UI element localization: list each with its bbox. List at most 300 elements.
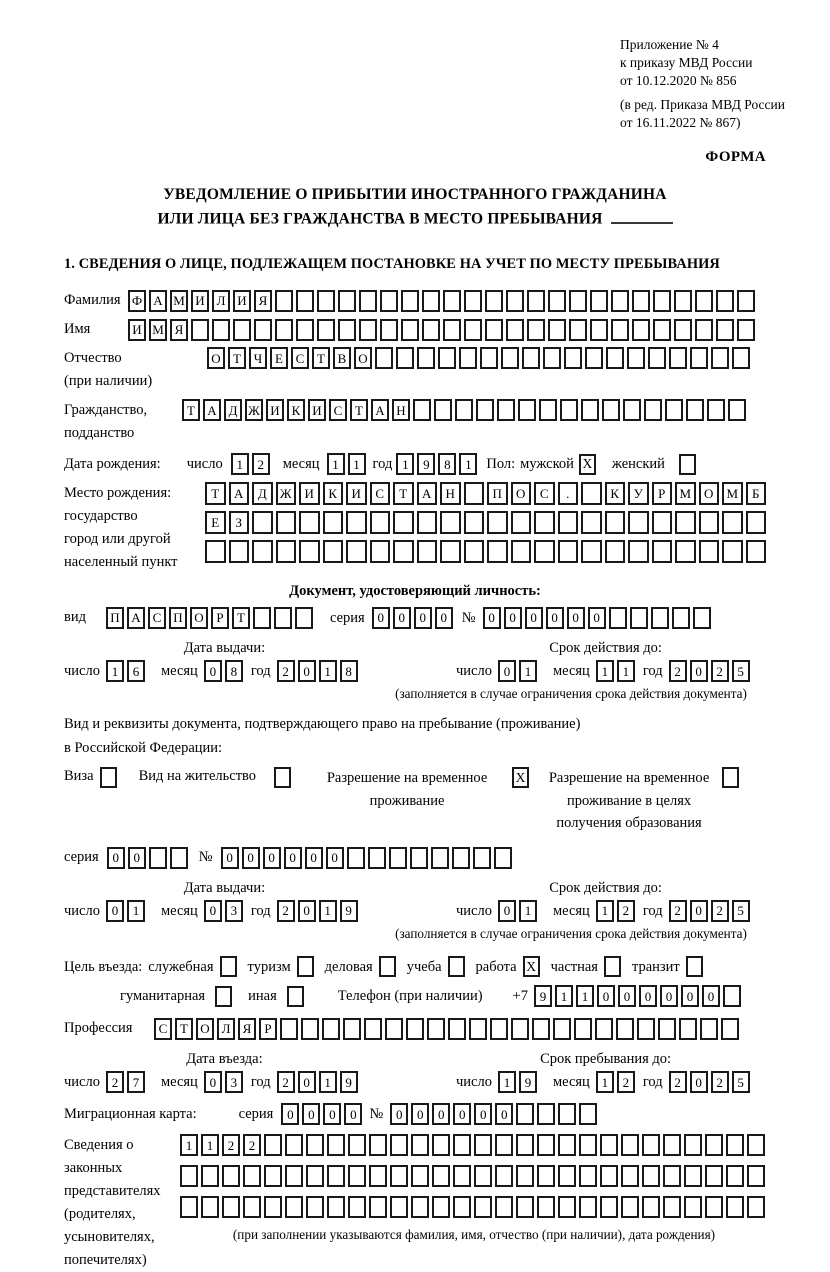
char-box[interactable]: [485, 290, 503, 312]
char-box[interactable]: [443, 319, 461, 341]
char-box[interactable]: 8: [225, 660, 243, 682]
char-box[interactable]: [431, 847, 449, 869]
char-box[interactable]: [275, 319, 293, 341]
char-box[interactable]: [276, 540, 297, 563]
char-box[interactable]: 8: [340, 660, 358, 682]
char-box[interactable]: 0: [323, 1103, 341, 1125]
char-box[interactable]: Т: [393, 482, 414, 505]
char-box[interactable]: 8: [438, 453, 456, 475]
char-box[interactable]: [254, 319, 272, 341]
char-box[interactable]: О: [207, 347, 225, 369]
char-box[interactable]: Т: [205, 482, 226, 505]
char-box[interactable]: [369, 1134, 387, 1156]
char-box[interactable]: [537, 1134, 555, 1156]
char-box[interactable]: 0: [372, 607, 390, 629]
char-box[interactable]: О: [511, 482, 532, 505]
char-box[interactable]: 0: [263, 847, 281, 869]
char-box[interactable]: 0: [702, 985, 720, 1007]
char-box[interactable]: [205, 540, 226, 563]
char-box[interactable]: 1: [106, 660, 124, 682]
char-box[interactable]: [275, 290, 293, 312]
char-box[interactable]: [296, 319, 314, 341]
char-box[interactable]: [653, 319, 671, 341]
char-box[interactable]: [564, 347, 582, 369]
char-box[interactable]: 5: [732, 1071, 750, 1093]
char-box[interactable]: [285, 1165, 303, 1187]
char-box[interactable]: [348, 1134, 366, 1156]
purpose-humanitarian-checkbox[interactable]: [215, 986, 232, 1007]
purpose-other-checkbox[interactable]: [287, 986, 304, 1007]
char-box[interactable]: К: [323, 482, 344, 505]
char-box[interactable]: [252, 540, 273, 563]
char-box[interactable]: Е: [205, 511, 226, 534]
char-box[interactable]: [534, 511, 555, 534]
temp-residence-education-checkbox[interactable]: [722, 767, 739, 788]
char-box[interactable]: [432, 1196, 450, 1218]
char-box[interactable]: [516, 1165, 534, 1187]
char-box[interactable]: [485, 319, 503, 341]
char-box[interactable]: 2: [617, 1071, 635, 1093]
char-box[interactable]: [487, 540, 508, 563]
char-box[interactable]: 0: [525, 607, 543, 629]
char-box[interactable]: Ж: [245, 399, 263, 421]
char-box[interactable]: В: [333, 347, 351, 369]
char-box[interactable]: 1: [596, 1071, 614, 1093]
char-box[interactable]: [558, 1134, 576, 1156]
char-box[interactable]: [663, 1134, 681, 1156]
char-box[interactable]: [663, 1165, 681, 1187]
char-box[interactable]: [553, 1018, 571, 1040]
char-box[interactable]: [322, 1018, 340, 1040]
char-box[interactable]: 3: [225, 1071, 243, 1093]
char-box[interactable]: О: [190, 607, 208, 629]
char-box[interactable]: [264, 1165, 282, 1187]
char-box[interactable]: 0: [567, 607, 585, 629]
char-box[interactable]: [370, 540, 391, 563]
char-box[interactable]: [699, 511, 720, 534]
char-box[interactable]: [569, 319, 587, 341]
char-box[interactable]: М: [675, 482, 696, 505]
char-box[interactable]: [642, 1165, 660, 1187]
char-box[interactable]: [501, 347, 519, 369]
char-box[interactable]: 6: [127, 660, 145, 682]
char-box[interactable]: 1: [617, 660, 635, 682]
char-box[interactable]: [476, 399, 494, 421]
char-box[interactable]: [274, 607, 292, 629]
char-box[interactable]: [306, 1196, 324, 1218]
char-box[interactable]: 2: [669, 660, 687, 682]
char-box[interactable]: [453, 1165, 471, 1187]
char-box[interactable]: [511, 540, 532, 563]
char-box[interactable]: [453, 1196, 471, 1218]
char-box[interactable]: 0: [393, 607, 411, 629]
char-box[interactable]: 0: [483, 607, 501, 629]
char-box[interactable]: [295, 607, 313, 629]
char-box[interactable]: [317, 319, 335, 341]
char-box[interactable]: [327, 1165, 345, 1187]
char-box[interactable]: Д: [252, 482, 273, 505]
char-box[interactable]: [642, 1196, 660, 1218]
char-box[interactable]: З: [229, 511, 250, 534]
char-box[interactable]: 0: [690, 900, 708, 922]
char-box[interactable]: [516, 1103, 534, 1125]
char-box[interactable]: [534, 540, 555, 563]
char-box[interactable]: [359, 319, 377, 341]
char-box[interactable]: 3: [225, 900, 243, 922]
char-box[interactable]: [252, 511, 273, 534]
char-box[interactable]: [448, 1018, 466, 1040]
char-box[interactable]: [347, 847, 365, 869]
char-box[interactable]: [411, 1165, 429, 1187]
char-box[interactable]: [605, 540, 626, 563]
char-box[interactable]: [338, 290, 356, 312]
char-box[interactable]: [380, 290, 398, 312]
purpose-work-checkbox[interactable]: X: [523, 956, 540, 977]
char-box[interactable]: [642, 1134, 660, 1156]
char-box[interactable]: Д: [224, 399, 242, 421]
char-box[interactable]: [432, 1165, 450, 1187]
char-box[interactable]: [511, 511, 532, 534]
char-box[interactable]: Н: [392, 399, 410, 421]
char-box[interactable]: [301, 1018, 319, 1040]
char-box[interactable]: 0: [546, 607, 564, 629]
char-box[interactable]: 5: [732, 660, 750, 682]
char-box[interactable]: [427, 1018, 445, 1040]
char-box[interactable]: Ч: [249, 347, 267, 369]
residence-permit-checkbox[interactable]: [274, 767, 291, 788]
char-box[interactable]: [532, 1018, 550, 1040]
char-box[interactable]: [201, 1165, 219, 1187]
char-box[interactable]: [705, 1196, 723, 1218]
char-box[interactable]: [539, 399, 557, 421]
char-box[interactable]: [605, 511, 626, 534]
char-box[interactable]: [595, 1018, 613, 1040]
char-box[interactable]: 1: [498, 1071, 516, 1093]
char-box[interactable]: [385, 1018, 403, 1040]
char-box[interactable]: С: [154, 1018, 172, 1040]
char-box[interactable]: 0: [690, 1071, 708, 1093]
char-box[interactable]: 0: [597, 985, 615, 1007]
char-box[interactable]: [393, 511, 414, 534]
char-box[interactable]: 1: [396, 453, 414, 475]
char-box[interactable]: 9: [534, 985, 552, 1007]
char-box[interactable]: И: [191, 290, 209, 312]
char-box[interactable]: 0: [495, 1103, 513, 1125]
char-box[interactable]: Я: [238, 1018, 256, 1040]
char-box[interactable]: [632, 290, 650, 312]
char-box[interactable]: [627, 347, 645, 369]
char-box[interactable]: П: [169, 607, 187, 629]
char-box[interactable]: [180, 1196, 198, 1218]
char-box[interactable]: 1: [519, 900, 537, 922]
char-box[interactable]: [675, 540, 696, 563]
char-box[interactable]: [516, 1134, 534, 1156]
char-box[interactable]: [506, 319, 524, 341]
char-box[interactable]: [469, 1018, 487, 1040]
char-box[interactable]: [716, 319, 734, 341]
char-box[interactable]: [600, 1134, 618, 1156]
char-box[interactable]: Я: [170, 319, 188, 341]
char-box[interactable]: [560, 399, 578, 421]
char-box[interactable]: [652, 511, 673, 534]
char-box[interactable]: Т: [350, 399, 368, 421]
char-box[interactable]: [380, 319, 398, 341]
char-box[interactable]: 9: [340, 1071, 358, 1093]
char-box[interactable]: [323, 511, 344, 534]
char-box[interactable]: Я: [254, 290, 272, 312]
char-box[interactable]: [180, 1165, 198, 1187]
char-box[interactable]: Б: [746, 482, 767, 505]
char-box[interactable]: [602, 399, 620, 421]
char-box[interactable]: [721, 1018, 739, 1040]
char-box[interactable]: [401, 290, 419, 312]
char-box[interactable]: [518, 399, 536, 421]
sex-female-checkbox[interactable]: [679, 454, 696, 475]
char-box[interactable]: [543, 347, 561, 369]
char-box[interactable]: 1: [127, 900, 145, 922]
char-box[interactable]: [728, 399, 746, 421]
char-box[interactable]: 0: [681, 985, 699, 1007]
char-box[interactable]: [327, 1196, 345, 1218]
char-box[interactable]: [396, 347, 414, 369]
char-box[interactable]: 0: [474, 1103, 492, 1125]
char-box[interactable]: [558, 511, 579, 534]
char-box[interactable]: [747, 1134, 765, 1156]
char-box[interactable]: 0: [128, 847, 146, 869]
char-box[interactable]: 7: [127, 1071, 145, 1093]
char-box[interactable]: [317, 290, 335, 312]
char-box[interactable]: [632, 319, 650, 341]
char-box[interactable]: [474, 1134, 492, 1156]
char-box[interactable]: [732, 347, 750, 369]
char-box[interactable]: [346, 511, 367, 534]
char-box[interactable]: 0: [204, 660, 222, 682]
char-box[interactable]: [621, 1134, 639, 1156]
char-box[interactable]: 1: [555, 985, 573, 1007]
char-box[interactable]: [464, 511, 485, 534]
char-box[interactable]: [705, 1134, 723, 1156]
char-box[interactable]: Л: [217, 1018, 235, 1040]
char-box[interactable]: [581, 540, 602, 563]
char-box[interactable]: [201, 1196, 219, 1218]
char-box[interactable]: [497, 399, 515, 421]
char-box[interactable]: [648, 347, 666, 369]
char-box[interactable]: [609, 607, 627, 629]
char-box[interactable]: Т: [175, 1018, 193, 1040]
char-box[interactable]: 1: [327, 453, 345, 475]
char-box[interactable]: Р: [259, 1018, 277, 1040]
char-box[interactable]: 1: [319, 1071, 337, 1093]
char-box[interactable]: 1: [596, 660, 614, 682]
char-box[interactable]: 1: [459, 453, 477, 475]
char-box[interactable]: 9: [340, 900, 358, 922]
char-box[interactable]: 0: [344, 1103, 362, 1125]
char-box[interactable]: [705, 1165, 723, 1187]
char-box[interactable]: [191, 319, 209, 341]
char-box[interactable]: [628, 511, 649, 534]
char-box[interactable]: [233, 319, 251, 341]
char-box[interactable]: [537, 1103, 555, 1125]
char-box[interactable]: [746, 511, 767, 534]
char-box[interactable]: 1: [576, 985, 594, 1007]
char-box[interactable]: О: [196, 1018, 214, 1040]
char-box[interactable]: А: [149, 290, 167, 312]
char-box[interactable]: [590, 290, 608, 312]
char-box[interactable]: [346, 540, 367, 563]
char-box[interactable]: [452, 847, 470, 869]
char-box[interactable]: [348, 1165, 366, 1187]
char-box[interactable]: [243, 1196, 261, 1218]
char-box[interactable]: [747, 1196, 765, 1218]
char-box[interactable]: 2: [711, 1071, 729, 1093]
char-box[interactable]: [665, 399, 683, 421]
char-box[interactable]: И: [233, 290, 251, 312]
char-box[interactable]: [443, 290, 461, 312]
char-box[interactable]: [296, 290, 314, 312]
char-box[interactable]: 2: [222, 1134, 240, 1156]
char-box[interactable]: [569, 290, 587, 312]
char-box[interactable]: [243, 1165, 261, 1187]
char-box[interactable]: [623, 399, 641, 421]
char-box[interactable]: М: [170, 290, 188, 312]
char-box[interactable]: [699, 540, 720, 563]
char-box[interactable]: [406, 1018, 424, 1040]
char-box[interactable]: 1: [180, 1134, 198, 1156]
char-box[interactable]: [480, 347, 498, 369]
char-box[interactable]: [348, 1196, 366, 1218]
char-box[interactable]: [747, 1165, 765, 1187]
char-box[interactable]: [726, 1134, 744, 1156]
char-box[interactable]: [487, 511, 508, 534]
char-box[interactable]: 0: [411, 1103, 429, 1125]
char-box[interactable]: [473, 847, 491, 869]
char-box[interactable]: [464, 319, 482, 341]
char-box[interactable]: [722, 540, 743, 563]
char-box[interactable]: [299, 511, 320, 534]
char-box[interactable]: [630, 607, 648, 629]
char-box[interactable]: [299, 540, 320, 563]
char-box[interactable]: [686, 399, 704, 421]
char-box[interactable]: [644, 399, 662, 421]
char-box[interactable]: 1: [201, 1134, 219, 1156]
char-box[interactable]: [149, 847, 167, 869]
char-box[interactable]: [370, 511, 391, 534]
char-box[interactable]: [434, 399, 452, 421]
char-box[interactable]: 0: [221, 847, 239, 869]
char-box[interactable]: [390, 1165, 408, 1187]
char-box[interactable]: 2: [669, 1071, 687, 1093]
char-box[interactable]: [464, 540, 485, 563]
char-box[interactable]: С: [370, 482, 391, 505]
char-box[interactable]: [494, 847, 512, 869]
char-box[interactable]: [222, 1196, 240, 1218]
char-box[interactable]: [558, 1165, 576, 1187]
char-box[interactable]: [684, 1134, 702, 1156]
char-box[interactable]: [600, 1165, 618, 1187]
char-box[interactable]: [716, 290, 734, 312]
char-box[interactable]: [579, 1196, 597, 1218]
char-box[interactable]: [393, 540, 414, 563]
char-box[interactable]: С: [148, 607, 166, 629]
char-box[interactable]: [285, 1134, 303, 1156]
char-box[interactable]: У: [628, 482, 649, 505]
visa-checkbox[interactable]: [100, 767, 117, 788]
char-box[interactable]: [695, 319, 713, 341]
char-box[interactable]: [390, 1196, 408, 1218]
char-box[interactable]: [464, 290, 482, 312]
char-box[interactable]: [628, 540, 649, 563]
char-box[interactable]: 1: [319, 900, 337, 922]
char-box[interactable]: 1: [519, 660, 537, 682]
char-box[interactable]: [684, 1165, 702, 1187]
char-box[interactable]: [616, 1018, 634, 1040]
char-box[interactable]: П: [487, 482, 508, 505]
char-box[interactable]: [369, 1165, 387, 1187]
char-box[interactable]: [495, 1196, 513, 1218]
char-box[interactable]: [369, 1196, 387, 1218]
char-box[interactable]: [558, 540, 579, 563]
char-box[interactable]: [343, 1018, 361, 1040]
char-box[interactable]: 0: [498, 900, 516, 922]
char-box[interactable]: Т: [228, 347, 246, 369]
char-box[interactable]: И: [128, 319, 146, 341]
char-box[interactable]: Р: [652, 482, 673, 505]
char-box[interactable]: [455, 399, 473, 421]
purpose-business-checkbox[interactable]: [379, 956, 396, 977]
char-box[interactable]: 0: [281, 1103, 299, 1125]
char-box[interactable]: [453, 1134, 471, 1156]
sex-male-checkbox[interactable]: X: [579, 454, 596, 475]
char-box[interactable]: [537, 1196, 555, 1218]
char-box[interactable]: [579, 1103, 597, 1125]
char-box[interactable]: И: [308, 399, 326, 421]
char-box[interactable]: [658, 1018, 676, 1040]
char-box[interactable]: [229, 540, 250, 563]
char-box[interactable]: [711, 347, 729, 369]
char-box[interactable]: [440, 540, 461, 563]
char-box[interactable]: 2: [252, 453, 270, 475]
char-box[interactable]: 0: [414, 607, 432, 629]
char-box[interactable]: Н: [440, 482, 461, 505]
char-box[interactable]: Е: [270, 347, 288, 369]
char-box[interactable]: [413, 399, 431, 421]
char-box[interactable]: 0: [298, 660, 316, 682]
char-box[interactable]: [722, 511, 743, 534]
char-box[interactable]: Т: [232, 607, 250, 629]
char-box[interactable]: 1: [231, 453, 249, 475]
char-box[interactable]: [511, 1018, 529, 1040]
char-box[interactable]: 2: [277, 1071, 295, 1093]
char-box[interactable]: [669, 347, 687, 369]
char-box[interactable]: 2: [617, 900, 635, 922]
char-box[interactable]: [389, 847, 407, 869]
char-box[interactable]: [422, 290, 440, 312]
char-box[interactable]: К: [287, 399, 305, 421]
char-box[interactable]: [522, 347, 540, 369]
char-box[interactable]: [474, 1196, 492, 1218]
char-box[interactable]: О: [354, 347, 372, 369]
char-box[interactable]: Ф: [128, 290, 146, 312]
char-box[interactable]: [690, 347, 708, 369]
purpose-tourism-checkbox[interactable]: [297, 956, 314, 977]
char-box[interactable]: [306, 1165, 324, 1187]
char-box[interactable]: [411, 1196, 429, 1218]
char-box[interactable]: [606, 347, 624, 369]
char-box[interactable]: 2: [277, 900, 295, 922]
char-box[interactable]: [170, 847, 188, 869]
char-box[interactable]: [390, 1134, 408, 1156]
char-box[interactable]: [600, 1196, 618, 1218]
